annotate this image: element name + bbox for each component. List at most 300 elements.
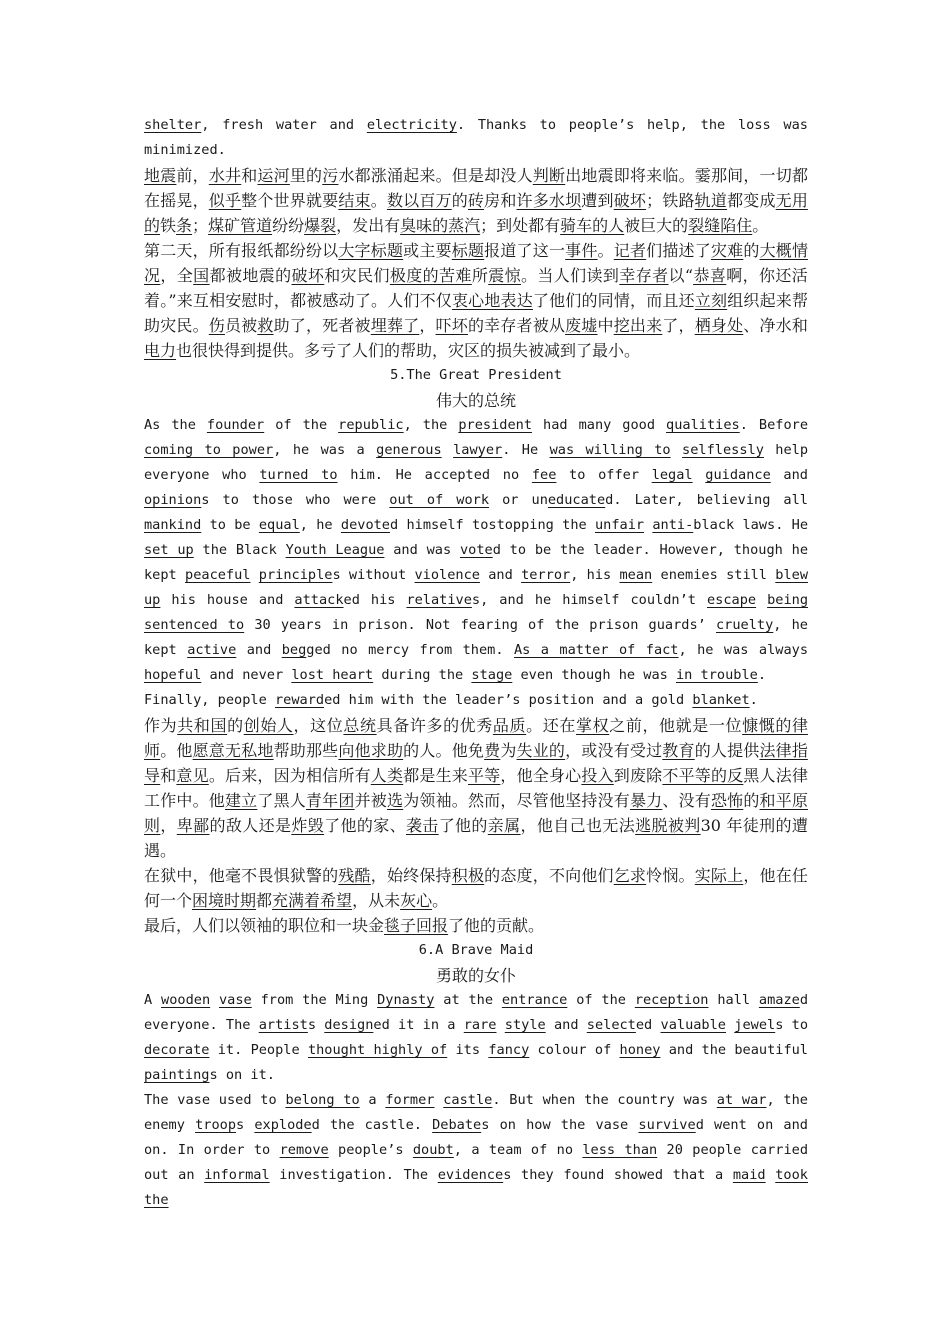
underlined-vocabulary: 卑鄙: [176, 816, 210, 835]
text-run: 了黑人: [257, 791, 306, 810]
underlined-vocabulary: 许多水坝: [516, 191, 582, 210]
text-run: 到废除: [613, 766, 663, 785]
text-run: and: [545, 1017, 587, 1033]
underlined-vocabulary: 运河: [257, 166, 290, 185]
text-run: its: [447, 1042, 489, 1058]
text-run: [497, 1017, 505, 1033]
text-run: ，或没有受过: [565, 741, 663, 760]
text-run: , fresh water and: [201, 117, 367, 133]
text-run: 房和: [484, 191, 517, 210]
text-run: 都被地震的: [209, 266, 292, 285]
underlined-vocabulary: 残酷: [338, 866, 371, 885]
underlined-vocabulary: 费: [484, 741, 501, 760]
text-run: ，从未: [352, 891, 401, 910]
underlined-vocabulary: style: [504, 1017, 546, 1033]
text-run: 并被: [354, 791, 387, 810]
text-run: had many good: [532, 417, 667, 433]
text-run: , he: [299, 517, 341, 533]
underlined-vocabulary: 吓坏: [435, 316, 468, 335]
text-run: to offer: [556, 467, 652, 483]
section-title-english: [144, 363, 808, 388]
underlined-vocabulary: generous: [376, 442, 442, 458]
text-run: ，他全身心: [500, 766, 582, 785]
underlined-vocabulary: 恐怖: [710, 791, 744, 810]
text-run: 的敌人还是: [209, 816, 292, 835]
underlined-vocabulary: 电力: [144, 341, 177, 360]
underlined-vocabulary: 回报: [416, 916, 449, 935]
text-run: of the: [264, 417, 339, 433]
text-run: , the enemy: [144, 1092, 808, 1133]
text-run: As the: [144, 417, 207, 433]
text-run: his house and: [160, 592, 295, 608]
underlined-vocabulary: 共和国: [177, 716, 228, 735]
english-paragraph: [144, 688, 808, 713]
underlined-vocabulary: 陷住: [720, 216, 753, 235]
english-paragraph: [144, 988, 808, 1088]
underlined-vocabulary: 袭击: [405, 816, 439, 835]
underlined-vocabulary: 法律指导: [144, 741, 808, 785]
text-run: 。后来，因为相信所有: [208, 766, 371, 785]
text-run: . Before: [739, 417, 809, 433]
chinese-paragraph: [144, 713, 808, 863]
underlined-vocabulary: 判断: [532, 166, 566, 185]
text-run: 在狱中，他毫不畏惧狱警的: [144, 866, 339, 885]
text-run: 第二天，所有报纸都纷纷以: [144, 241, 339, 260]
underlined-vocabulary: 似乎: [208, 191, 242, 210]
text-run: 报道了这一: [484, 241, 566, 260]
underlined-vocabulary: 建立: [224, 791, 258, 810]
text-run: 都: [256, 891, 273, 910]
underlined-vocabulary: peaceful: [185, 567, 251, 583]
underlined-vocabulary: 救: [257, 316, 274, 335]
underlined-vocabulary: 创始人: [243, 716, 294, 735]
text-run: 被巨大的: [624, 216, 689, 235]
text-run: A: [144, 992, 162, 1008]
underlined-vocabulary: fee: [531, 467, 557, 483]
text-run: [766, 1167, 776, 1183]
underlined-vocabulary: 选: [386, 791, 404, 810]
text-run: , he kept: [144, 617, 808, 658]
underlined-vocabulary: 失业的: [516, 741, 566, 760]
underlined-vocabulary: 破坏: [291, 266, 325, 285]
text-run: 的: [743, 791, 760, 810]
underlined-vocabulary: castle: [443, 1092, 493, 1108]
underlined-vocabulary: devote: [340, 517, 390, 533]
text-run: [693, 467, 706, 483]
text-run: investigation. The: [269, 1167, 438, 1183]
underlined-vocabulary: cruelty: [715, 617, 774, 633]
underlined-vocabulary: 轨道: [694, 191, 728, 210]
text-run: to be: [201, 517, 259, 533]
text-run: the Black: [193, 542, 286, 558]
text-run: [671, 442, 682, 458]
underlined-vocabulary: 愿意无私地: [192, 741, 274, 760]
text-run: at the: [434, 992, 502, 1008]
underlined-vocabulary: educate: [547, 492, 606, 508]
text-run: ，他在任何一个: [144, 866, 808, 910]
text-run: 整个世界就要: [241, 191, 339, 210]
underlined-vocabulary: attack: [294, 592, 344, 608]
text-run: d to be the leader. However, though he kept: [144, 542, 809, 583]
text-run: 组织起来帮助灾民。: [144, 291, 808, 335]
underlined-vocabulary: 毯子: [384, 916, 417, 935]
underlined-vocabulary: jewel: [734, 1017, 776, 1033]
underlined-vocabulary: president: [458, 417, 533, 433]
underlined-vocabulary: in trouble: [676, 667, 758, 683]
text-run: 里的: [289, 166, 323, 185]
underlined-vocabulary: took the: [144, 1167, 808, 1208]
text-run: d everyone. The: [144, 992, 809, 1033]
text-run: , his: [570, 567, 620, 583]
underlined-vocabulary: 记者: [613, 241, 647, 260]
text-run: 、净水和: [743, 316, 808, 335]
text-run: and never: [201, 667, 292, 683]
underlined-vocabulary: founder: [206, 417, 265, 433]
text-run: d the castle.: [311, 1117, 433, 1133]
text-run: 5.The Great President: [390, 367, 562, 383]
text-run: ged no mercy from them.: [306, 642, 514, 658]
text-run: 为: [500, 741, 517, 760]
underlined-vocabulary: 灰心: [400, 891, 433, 910]
text-run: 中: [597, 316, 614, 335]
text-run: 了他的: [438, 816, 488, 835]
text-run: 都变成: [727, 191, 776, 210]
text-run: 为领袖。然而，尽管他坚持没有: [403, 791, 630, 810]
text-run: s to those who were: [201, 492, 390, 508]
underlined-vocabulary: explode: [254, 1117, 312, 1133]
text-run: s without: [332, 567, 415, 583]
underlined-vocabulary: belong to: [285, 1092, 360, 1108]
underlined-vocabulary: 结束: [338, 191, 371, 210]
underlined-vocabulary: lost heart: [291, 667, 374, 683]
underlined-vocabulary: reward: [274, 692, 325, 708]
underlined-vocabulary: 砖: [467, 191, 485, 210]
underlined-vocabulary: 幸存者: [619, 266, 669, 285]
underlined-vocabulary: anti-: [652, 517, 694, 533]
text-run: and: [770, 467, 808, 483]
text-run: or un: [489, 492, 548, 508]
text-run: 和: [241, 166, 258, 185]
underlined-vocabulary: Dynasty: [377, 992, 435, 1008]
underlined-vocabulary: valuable: [660, 1017, 726, 1033]
underlined-vocabulary: 废墟: [565, 316, 598, 335]
chinese-paragraph: [144, 238, 808, 363]
underlined-vocabulary: 事件: [565, 241, 598, 260]
underlined-vocabulary: 掌权: [575, 716, 610, 735]
underlined-vocabulary: doubt: [412, 1142, 454, 1158]
english-paragraph: [144, 413, 808, 688]
text-run: help everyone who: [144, 442, 809, 483]
underlined-vocabulary: 水井: [208, 166, 242, 185]
underlined-vocabulary: 困境时期: [192, 891, 257, 910]
english-paragraph: [144, 1088, 808, 1213]
text-run: .: [749, 692, 758, 708]
underlined-vocabulary: 人类: [370, 766, 404, 785]
underlined-vocabulary: 裂缝: [688, 216, 721, 235]
text-run: 之前，他就是一位: [609, 716, 743, 735]
text-run: 啊，你还活着。”来互相安慰时，都被感动了。人们不仅: [144, 266, 808, 310]
text-run: him. He accepted no: [337, 467, 532, 483]
underlined-vocabulary: 和平原则: [144, 791, 808, 835]
underlined-vocabulary: 投入: [581, 766, 614, 785]
underlined-vocabulary: 数以百万: [386, 191, 452, 210]
text-run: [442, 442, 453, 458]
underlined-vocabulary: 品质: [492, 716, 527, 735]
underlined-vocabulary: blanket: [692, 692, 750, 708]
text-run: 黑人法律工作中。他: [144, 766, 808, 810]
text-run: ，始终保持: [370, 866, 452, 885]
text-run: 的: [743, 241, 760, 260]
underlined-vocabulary: 爆裂: [304, 216, 337, 235]
chinese-paragraph: [144, 163, 808, 238]
underlined-vocabulary: remove: [279, 1142, 329, 1158]
text-run: s they found showed that a: [503, 1167, 733, 1183]
text-run: ed: [635, 1017, 661, 1033]
text-run: . But when the country was: [492, 1092, 717, 1108]
underlined-vocabulary: amaze: [758, 992, 800, 1008]
underlined-vocabulary: honey: [619, 1042, 661, 1058]
underlined-vocabulary: vote: [459, 542, 493, 558]
text-run: and was: [384, 542, 460, 558]
section-title-chinese: [144, 388, 808, 413]
underlined-vocabulary: survive: [638, 1117, 696, 1133]
text-run: d went on and on. In order to: [144, 1117, 808, 1158]
underlined-vocabulary: 亲属: [487, 816, 521, 835]
underlined-vocabulary: less than: [582, 1142, 658, 1158]
text-run: 20 people carried out an: [144, 1142, 808, 1183]
underlined-vocabulary: 挖出来: [613, 316, 663, 335]
underlined-vocabulary: wooden: [161, 992, 211, 1008]
underlined-vocabulary: reception: [634, 992, 709, 1008]
underlined-vocabulary: escape: [706, 592, 757, 608]
text-run: ，: [160, 816, 177, 835]
text-run: 的态度，不向他们: [484, 866, 614, 885]
text-run: 们描述了: [646, 241, 711, 260]
section-title-english: [144, 938, 808, 963]
underlined-vocabulary: informal: [204, 1167, 270, 1183]
underlined-vocabulary: 立刻: [694, 291, 728, 310]
underlined-vocabulary: artist: [258, 1017, 308, 1033]
underlined-vocabulary: blew up: [144, 567, 809, 608]
text-run: 纷纷: [272, 216, 305, 235]
text-run: 伟大的总统: [435, 391, 516, 410]
text-run: s: [236, 1117, 255, 1133]
text-run: 的: [451, 191, 468, 210]
text-run: 帮助那些: [273, 741, 339, 760]
text-run: 。: [432, 891, 449, 910]
underlined-vocabulary: 条: [176, 216, 193, 235]
text-run: and: [236, 642, 282, 658]
text-run: 。还在: [526, 716, 576, 735]
text-run: s to: [775, 1017, 809, 1033]
text-run: 所: [471, 266, 489, 285]
underlined-vocabulary: thought highly of: [307, 1042, 448, 1058]
text-run: 。: [370, 191, 387, 210]
underlined-vocabulary: equal: [258, 517, 300, 533]
underlined-vocabulary: 实际上: [694, 866, 744, 885]
underlined-vocabulary: fancy: [488, 1042, 530, 1058]
underlined-vocabulary: 地震: [144, 166, 177, 185]
underlined-vocabulary: evidence: [437, 1167, 504, 1183]
text-run: ；到处都有: [480, 216, 561, 235]
underlined-vocabulary: 暴力: [629, 791, 663, 810]
underlined-vocabulary: 大概情况: [144, 241, 808, 285]
text-run: 了他的家、: [324, 816, 406, 835]
underlined-vocabulary: 破坏: [613, 191, 647, 210]
underlined-vocabulary: 灾难: [710, 241, 744, 260]
text-run: 具备许多的优秀: [376, 716, 493, 735]
underlined-vocabulary: 积极: [451, 866, 485, 885]
text-run: , a team of no: [453, 1142, 583, 1158]
text-run: 的人。他免: [403, 741, 485, 760]
text-run: 作为: [144, 716, 178, 735]
text-run: of the: [567, 992, 635, 1008]
text-run: d himself tostopping the: [390, 517, 595, 533]
text-run: 最后，人们以领袖的职位和一块金: [144, 916, 385, 935]
underlined-vocabulary: republic: [338, 417, 404, 433]
underlined-vocabulary: maid: [732, 1167, 766, 1183]
text-run: 水都涨涌起来。但是却没人: [338, 166, 533, 185]
underlined-vocabulary: rare: [463, 1017, 497, 1033]
text-run: from the Ming: [251, 992, 378, 1008]
underlined-vocabulary: select: [586, 1017, 636, 1033]
text-run: 出地震即将来临。霎那间，一切都在摇晃，: [144, 166, 808, 210]
text-run: [434, 1092, 443, 1108]
document-body: [144, 113, 808, 1213]
text-run: The vase used to: [144, 1092, 286, 1108]
underlined-vocabulary: decorate: [144, 1042, 210, 1058]
underlined-vocabulary: 栖身处: [694, 316, 744, 335]
text-run: ed it in a: [373, 1017, 464, 1033]
underlined-vocabulary: entrance: [501, 992, 568, 1008]
section-title-chinese: [144, 963, 808, 988]
underlined-vocabulary: violence: [414, 567, 480, 583]
text-run: d. Later, believing all: [605, 492, 808, 508]
text-run: 。他: [160, 741, 193, 760]
underlined-vocabulary: 慷慨的律师: [144, 716, 808, 760]
underlined-vocabulary: 意见: [176, 766, 209, 785]
underlined-vocabulary: 充满着希望: [272, 891, 353, 910]
underlined-vocabulary: lawyer: [453, 442, 503, 458]
text-run: [210, 992, 219, 1008]
underlined-vocabulary: 煤矿管道: [208, 216, 273, 235]
underlined-vocabulary: 乞求: [613, 866, 647, 885]
text-run: ，这位: [293, 716, 344, 735]
text-run: ，他自己也无法: [520, 816, 636, 835]
underlined-vocabulary: 极度的苦难: [389, 266, 472, 285]
text-run: 了他的贡献。: [448, 916, 545, 935]
text-run: 的: [227, 716, 244, 735]
text-run: , he was always: [678, 642, 809, 658]
text-run: and the beautiful: [660, 1042, 808, 1058]
text-run: 前，: [176, 166, 209, 185]
underlined-vocabulary: design: [324, 1017, 374, 1033]
underlined-vocabulary: 标题: [451, 241, 485, 260]
underlined-vocabulary: active: [187, 642, 237, 658]
text-run: a: [359, 1092, 386, 1108]
underlined-vocabulary: 大字标题: [338, 241, 404, 260]
text-run: 6.A Brave Maid: [418, 942, 534, 958]
underlined-vocabulary: turned to: [259, 467, 338, 483]
text-run: even though he was: [512, 667, 676, 683]
underlined-vocabulary: being sentenced to: [144, 592, 808, 633]
text-run: ；铁路: [646, 191, 695, 210]
text-run: 30 years in prison. Not fearing of the prison guards’: [244, 617, 716, 633]
text-run: . Thanks to people’s help, the loss was minimized.: [144, 117, 808, 158]
text-run: 。: [752, 216, 769, 235]
underlined-vocabulary: 埋葬了: [370, 316, 420, 335]
text-run: ；: [192, 216, 209, 235]
text-run: s on how the vase: [481, 1117, 639, 1133]
underlined-vocabulary: 震惊: [488, 266, 521, 285]
underlined-vocabulary: 衷心地表达: [451, 291, 533, 310]
english-paragraph: [144, 113, 808, 163]
underlined-vocabulary: shelter: [144, 117, 202, 133]
underlined-vocabulary: hopeful: [144, 667, 202, 683]
underlined-vocabulary: former: [385, 1092, 435, 1108]
text-run: 的幸存者被从: [467, 316, 566, 335]
text-run: 30 年徒刑的遭遇。: [144, 816, 808, 860]
text-run: ，全: [160, 266, 194, 285]
text-run: 助了，死者被: [273, 316, 371, 335]
underlined-vocabulary: qualities: [666, 417, 740, 433]
underlined-vocabulary: selflessly: [682, 442, 764, 458]
underlined-vocabulary: stage: [471, 667, 513, 683]
underlined-vocabulary: mean: [619, 567, 653, 583]
underlined-vocabulary: guidance: [705, 467, 771, 483]
underlined-vocabulary: As a matter of fact: [513, 642, 679, 658]
underlined-vocabulary: 逃脱被判: [635, 816, 701, 835]
text-run: 。: [597, 241, 614, 260]
text-run: 都是生来: [403, 766, 468, 785]
text-run: ，发出有: [336, 216, 401, 235]
underlined-vocabulary: 向他求助: [338, 741, 404, 760]
text-run: 了他们的同情，而且还: [532, 291, 695, 310]
text-run: 遭到: [581, 191, 614, 210]
text-run: 铁: [160, 216, 177, 235]
text-run: 和灾民们: [324, 266, 390, 285]
underlined-vocabulary: opinion: [144, 492, 202, 508]
text-run: 。当人们读到: [520, 266, 620, 285]
text-run: s on it.: [209, 1067, 275, 1083]
underlined-vocabulary: painting: [144, 1067, 210, 1083]
text-run: ，: [419, 316, 436, 335]
text-run: during the: [373, 667, 472, 683]
underlined-vocabulary: 平等: [467, 766, 501, 785]
underlined-vocabulary: 无用的: [144, 191, 808, 235]
underlined-vocabulary: 炸毁: [291, 816, 325, 835]
underlined-vocabulary: vase: [218, 992, 252, 1008]
text-run: 以“: [668, 266, 694, 285]
underlined-vocabulary: 恭喜: [693, 266, 727, 285]
underlined-vocabulary: 国: [193, 266, 210, 285]
text-run: 勇敢的女仆: [435, 966, 516, 985]
underlined-vocabulary: out of work: [389, 492, 490, 508]
underlined-vocabulary: 污: [322, 166, 339, 185]
text-run: .: [757, 667, 767, 683]
text-run: s: [307, 1017, 325, 1033]
text-run: , he was a: [273, 442, 377, 458]
text-run: Finally, people: [144, 692, 275, 708]
underlined-vocabulary: Youth League: [285, 542, 385, 558]
text-run: hall: [708, 992, 759, 1008]
text-run: people’s: [328, 1142, 413, 1158]
text-run: [756, 592, 767, 608]
text-run: and: [479, 567, 522, 583]
text-run: it. People: [209, 1042, 308, 1058]
underlined-vocabulary: at war: [716, 1092, 767, 1108]
text-run: s, and he himself couldn’t: [471, 592, 707, 608]
